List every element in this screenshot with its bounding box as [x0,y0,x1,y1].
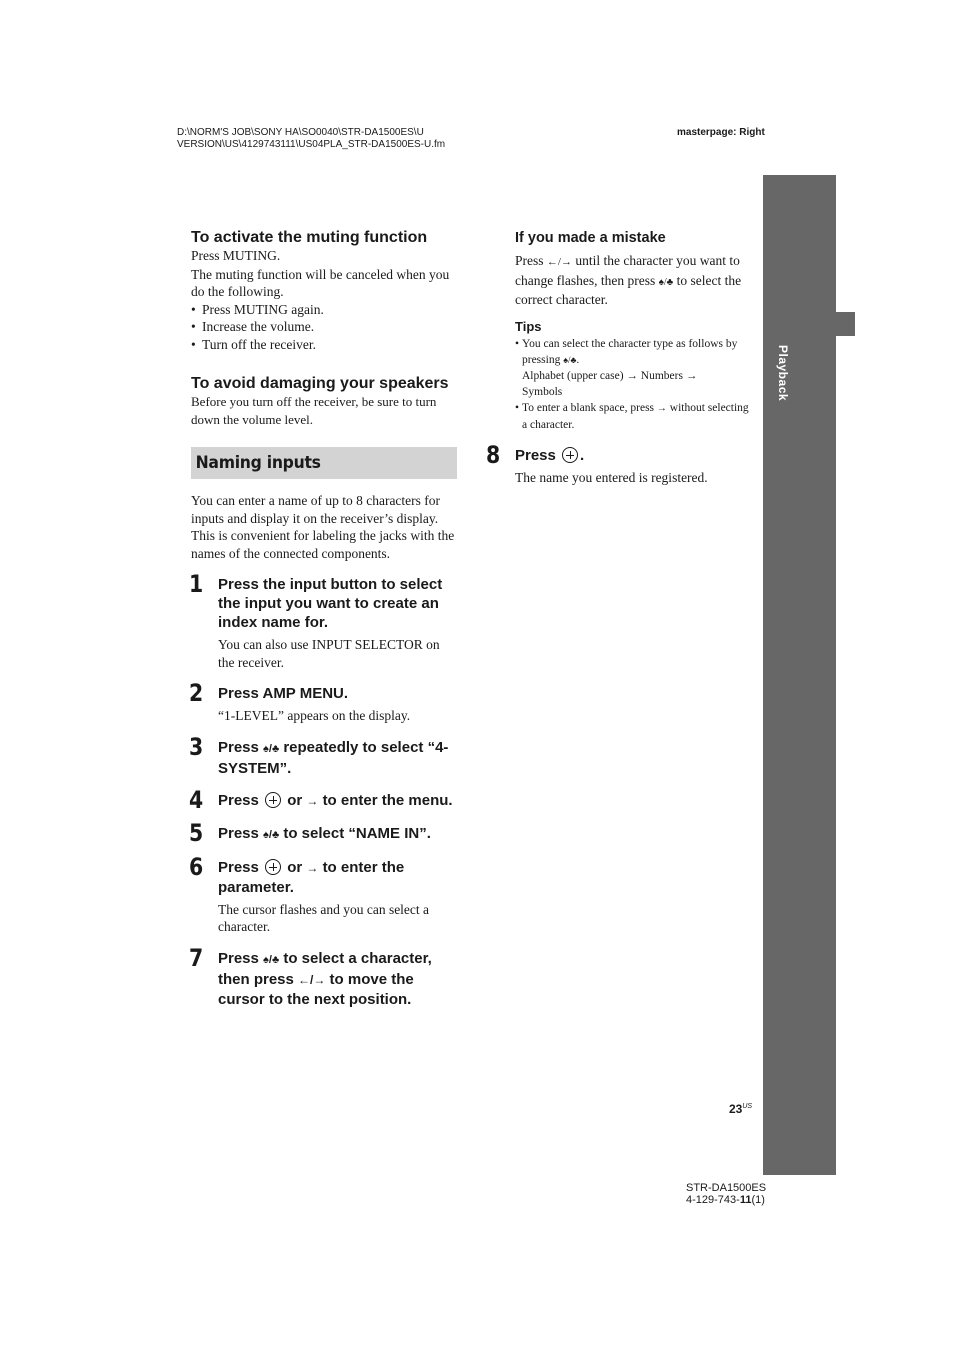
tip-text: Symbols [522,385,563,398]
tips-title: Tips [515,318,542,334]
step-desc: You can also use INPUT SELECTOR on the receiver. [218,637,440,670]
chapter-sidebar [763,175,836,1175]
left-right-arrows-icon: ←/→ [298,972,326,987]
chapter-tab [836,312,855,336]
muting-list [191,301,459,354]
enter-button-icon [265,859,281,875]
mistake-text-part: Press [515,253,544,268]
step-text: Press [218,858,259,876]
step-7 [189,943,459,1009]
footer-code-part: (1) [751,1194,765,1206]
right-arrow-icon: → [656,402,667,414]
page-region: US [742,1103,753,1110]
footer-code-part: 11 [739,1194,752,1206]
step-number: 7 [189,943,204,972]
step-title [218,738,459,778]
footer-code [686,1194,766,1206]
mistake-text-part: to select the correct character. [515,272,742,307]
tip-text: . [576,353,580,366]
arrow-icon: → [685,369,698,382]
step-title: Press AMP MENU. [218,685,349,702]
step-number: 8 [486,440,501,469]
step-title [218,949,459,1009]
footer-model: STR-DA1500ES [686,1182,767,1194]
up-down-arrows-icon: ♠/♣ [658,276,674,288]
step-text: Press [218,824,259,842]
tip-text: without selecting a character. [522,401,749,431]
tip-text: Alphabet (upper case) [522,369,624,382]
muting-intro: The muting function will be canceled when you do the following. [191,266,450,299]
up-down-arrows-icon: ♠/♣ [263,828,280,841]
step-desc: The name you entered is registered. [515,469,708,485]
footer-model-info [686,1182,766,1206]
enter-button-icon [265,792,281,808]
left-right-arrows-icon: ←/→ [546,256,572,268]
tip-text: Numbers [640,369,683,382]
step-text: to select “NAME IN”. [283,824,431,842]
file-path-line2: VERSION\US\4129743111\US04PLA_STR-DA1500ES-U.fm [177,139,446,150]
step-number: 5 [189,818,204,847]
list-item: • Increase the volume. [191,318,459,336]
step-text: or [287,791,303,809]
step-6 [189,852,459,936]
right-arrow-icon: → [306,860,319,875]
up-down-arrows-icon: ♠/♣ [263,953,280,966]
naming-intro: You can enter a name of up to 8 characters for inputs and display it on the receiver’s display. This is convenient for labeling the jacks with the names of the connected components. [191,493,455,561]
step-text: Press [218,949,259,967]
step-text: . [580,446,585,464]
step-title [218,791,459,811]
step-5 [189,818,459,847]
mistake-heading: If you made a mistake [515,230,666,246]
page-number-value: 23 [729,1102,743,1116]
step-desc: “1-LEVEL” appears on the display. [218,708,411,723]
tip-text: You can select the character type as follows by pressing [522,337,738,366]
step-text: Press [218,738,259,756]
speakers-heading: To avoid damaging your speakers [191,375,449,392]
list-item: • Turn off the receiver. [191,336,459,354]
step-text: repeatedly to select “4-SYSTEM”. [218,738,449,777]
speakers-text: Before you turn off the receiver, be sure to turn down the volume level. [191,394,437,427]
section-title-bar [191,447,457,479]
step-8 [486,440,755,487]
footer-code-part: 4-129-743- [686,1194,740,1206]
arrow-icon: → [626,369,638,382]
step-text: to enter the menu. [322,791,453,809]
up-down-arrows-icon: ♠/♣ [563,354,577,365]
step-number: 3 [189,732,204,761]
step-number: 6 [189,852,204,881]
step-text: or [287,858,303,876]
step-2 [189,679,459,725]
chapter-label: Playback [776,345,790,402]
step-text: Press [515,446,556,464]
tips-list [515,336,755,433]
up-down-arrows-icon: ♠/♣ [263,742,280,755]
file-path [177,127,445,151]
step-title [218,824,459,845]
step-text: to enter the parameter. [218,858,405,896]
mistake-text-part: until the character you want to change flashes, then press [515,253,740,288]
mistake-text [515,252,755,309]
tip-text: To enter a blank space, press [522,401,655,414]
section-title: Naming inputs [195,453,321,473]
tip-item [515,400,755,433]
tip-item [515,336,755,400]
step-number: 2 [189,679,204,707]
list-item: • Press MUTING again. [191,301,459,319]
step-4 [189,785,459,814]
step-3 [189,732,459,778]
step-number: 4 [189,785,204,814]
step-title: Press the input button to select the input you want to create an index name for. [218,576,443,631]
left-column [191,229,459,1009]
page-number [729,1102,752,1116]
step-title [218,858,459,897]
muting-heading: To activate the muting function [191,229,428,246]
step-number: 1 [189,570,204,598]
step-text: to move the cursor to the next position. [218,970,414,1008]
enter-button-icon [562,447,578,463]
step-desc: The cursor flashes and you can select a character. [218,901,430,934]
step-text: Press [218,791,259,809]
file-path-line1: D:\NORM'S JOB\SONY HA\SO0040\STR-DA1500ES\U [177,127,424,138]
step-1 [189,570,459,671]
muting-press: Press MUTING. [191,248,281,263]
right-arrow-icon: → [306,793,319,808]
masterpage-label: masterpage: Right [677,127,765,138]
step-title [515,446,755,465]
step-text: to select a character, then press [218,949,432,988]
right-column [486,229,755,486]
